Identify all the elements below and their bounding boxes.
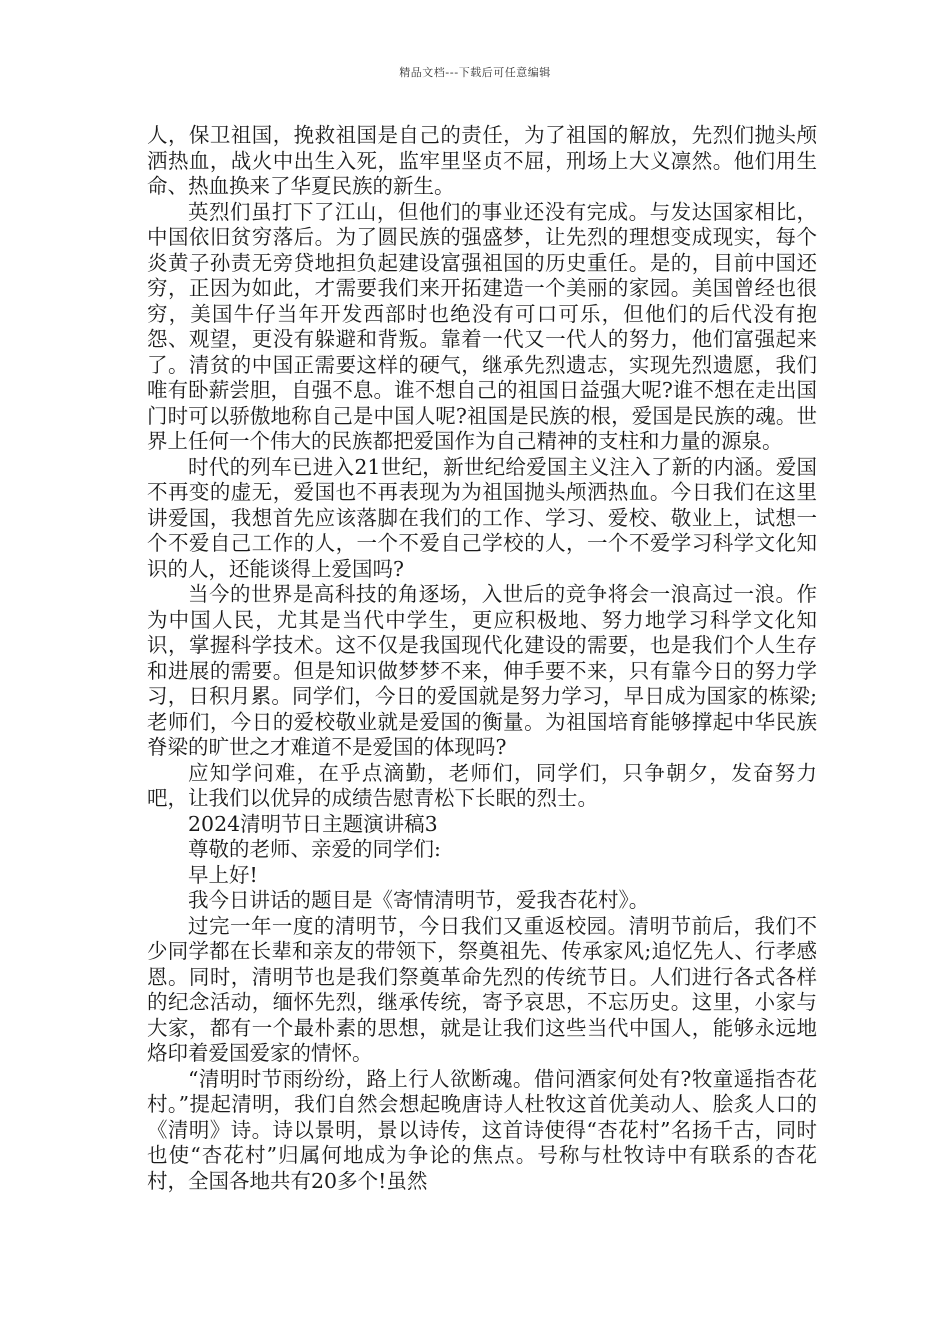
paragraph: 过完一年一度的清明节，今日我们又重返校园。清明节前后，我们不少同学都在长辈和亲友的带领下，祭奠祖先、传承家风;追忆先人、行孝感恩。同时，清明节也是我们祭奠革命先烈的传统节日。人们进行各式各样的纪念活动，缅怀先烈，继承传统，寄予哀思，不忘历史。这里，小家与大家，都有一个最朴素的思想，就是让我们这些当代中国人，能够永远地烙印着爱国爱家的情怀。 xyxy=(147,913,817,1065)
paragraph: 时代的列车已进入21世纪，新世纪给爱国主义注入了新的内涵。爱国不再变的虚无，爱国也不再表现为为祖国抛头颅洒热血。今日我们在这里讲爱国，我想首先应该落脚在我们的工作、学习、爱校、敬业上，试想一个不爱自己工作的人，一个不爱自己学校的人，一个不爱学习科学文化知识的人，还能谈得上爱国吗? xyxy=(147,454,817,581)
document-body xyxy=(147,123,817,1194)
paragraph: 当今的世界是高科技的角逐场，入世后的竞争将会一浪高过一浪。作为中国人民，尤其是当代中学生，更应积极地、努力地学习科学文化知识，掌握科学技术。这不仅是我国现代化建设的需要，也是我们个人生存和进展的需要。但是知识做梦梦不来，伸手要不来，只有靠今日的努力学习，日积月累。同学们，今日的爱国就是努力学习，早日成为国家的栋梁;老师们，今日的爱校敬业就是爱国的衡量。为祖国培育能够撑起中华民族脊梁的旷世之才难道不是爱国的体现吗? xyxy=(147,582,817,759)
greeting: 早上好! xyxy=(188,862,258,887)
page-header: 精品文档---下载后可任意编辑 xyxy=(399,66,551,79)
paragraph: 人，保卫祖国，挽救祖国是自己的责任，为了祖国的解放，先烈们抛头颅洒热血，战火中出生入死，监牢里坚贞不屈，刑场上大义凛然。他们用生命、热血换来了华夏民族的新生。 xyxy=(147,123,817,198)
paragraph: 我今日讲话的题目是《寄情清明节，爱我杏花村》。 xyxy=(188,888,650,912)
paragraph: “清明时节雨纷纷，路上行人欲断魂。借问酒家何处有?牧童遥指杏花村。”提起清明，我们自然会想起晚唐诗人杜牧这首优美动人、脍炙人口的《清明》诗。诗以景明，景以诗传，这首诗使得“杏花村”名扬千古，同时也使“杏花村”归属何地成为争论的焦点。号称与杜牧诗中有联系的杏花村，全国各地共有20多个!虽然 xyxy=(147,1066,817,1193)
section-title: 2024清明节日主题演讲稿3 xyxy=(188,811,438,836)
paragraph: 英烈们虽打下了江山，但他们的事业还没有完成。与发达国家相比，中国依旧贫穷落后。为了圆民族的强盛梦，让先烈的理想变成现实，每个炎黄子孙责无旁贷地担负起建设富强祖国的历史重任。是的，目前中国还穷，正因为如此，才需要我们来开拓建造一个美丽的家园。美国曾经也很穷，美国牛仔当年开发西部时也绝没有可口可乐，但他们的后代没有抱怨、观望，更没有躲避和背叛。靠着一代又一代人的努力，他们富强起来了。清贫的中国正需要这样的硬气，继承先烈遗志，实现先烈遗愿，我们唯有卧薪尝胆，自强不息。谁不想自己的祖国日益强大呢?谁不想在走出国门时可以骄傲地称自己是中国人呢?祖国是民族的根，爱国是民族的魂。世界上任何一个伟大的民族都把爱国作为自己精神的支柱和力量的源泉。 xyxy=(147,199,817,453)
salutation: 尊敬的老师、亲爱的同学们: xyxy=(188,837,441,861)
paragraph: 应知学问难，在乎点滴勤，老师们，同学们，只争朝夕，发奋努力吧，让我们以优异的成绩告慰青松下长眠的烈士。 xyxy=(147,760,817,810)
